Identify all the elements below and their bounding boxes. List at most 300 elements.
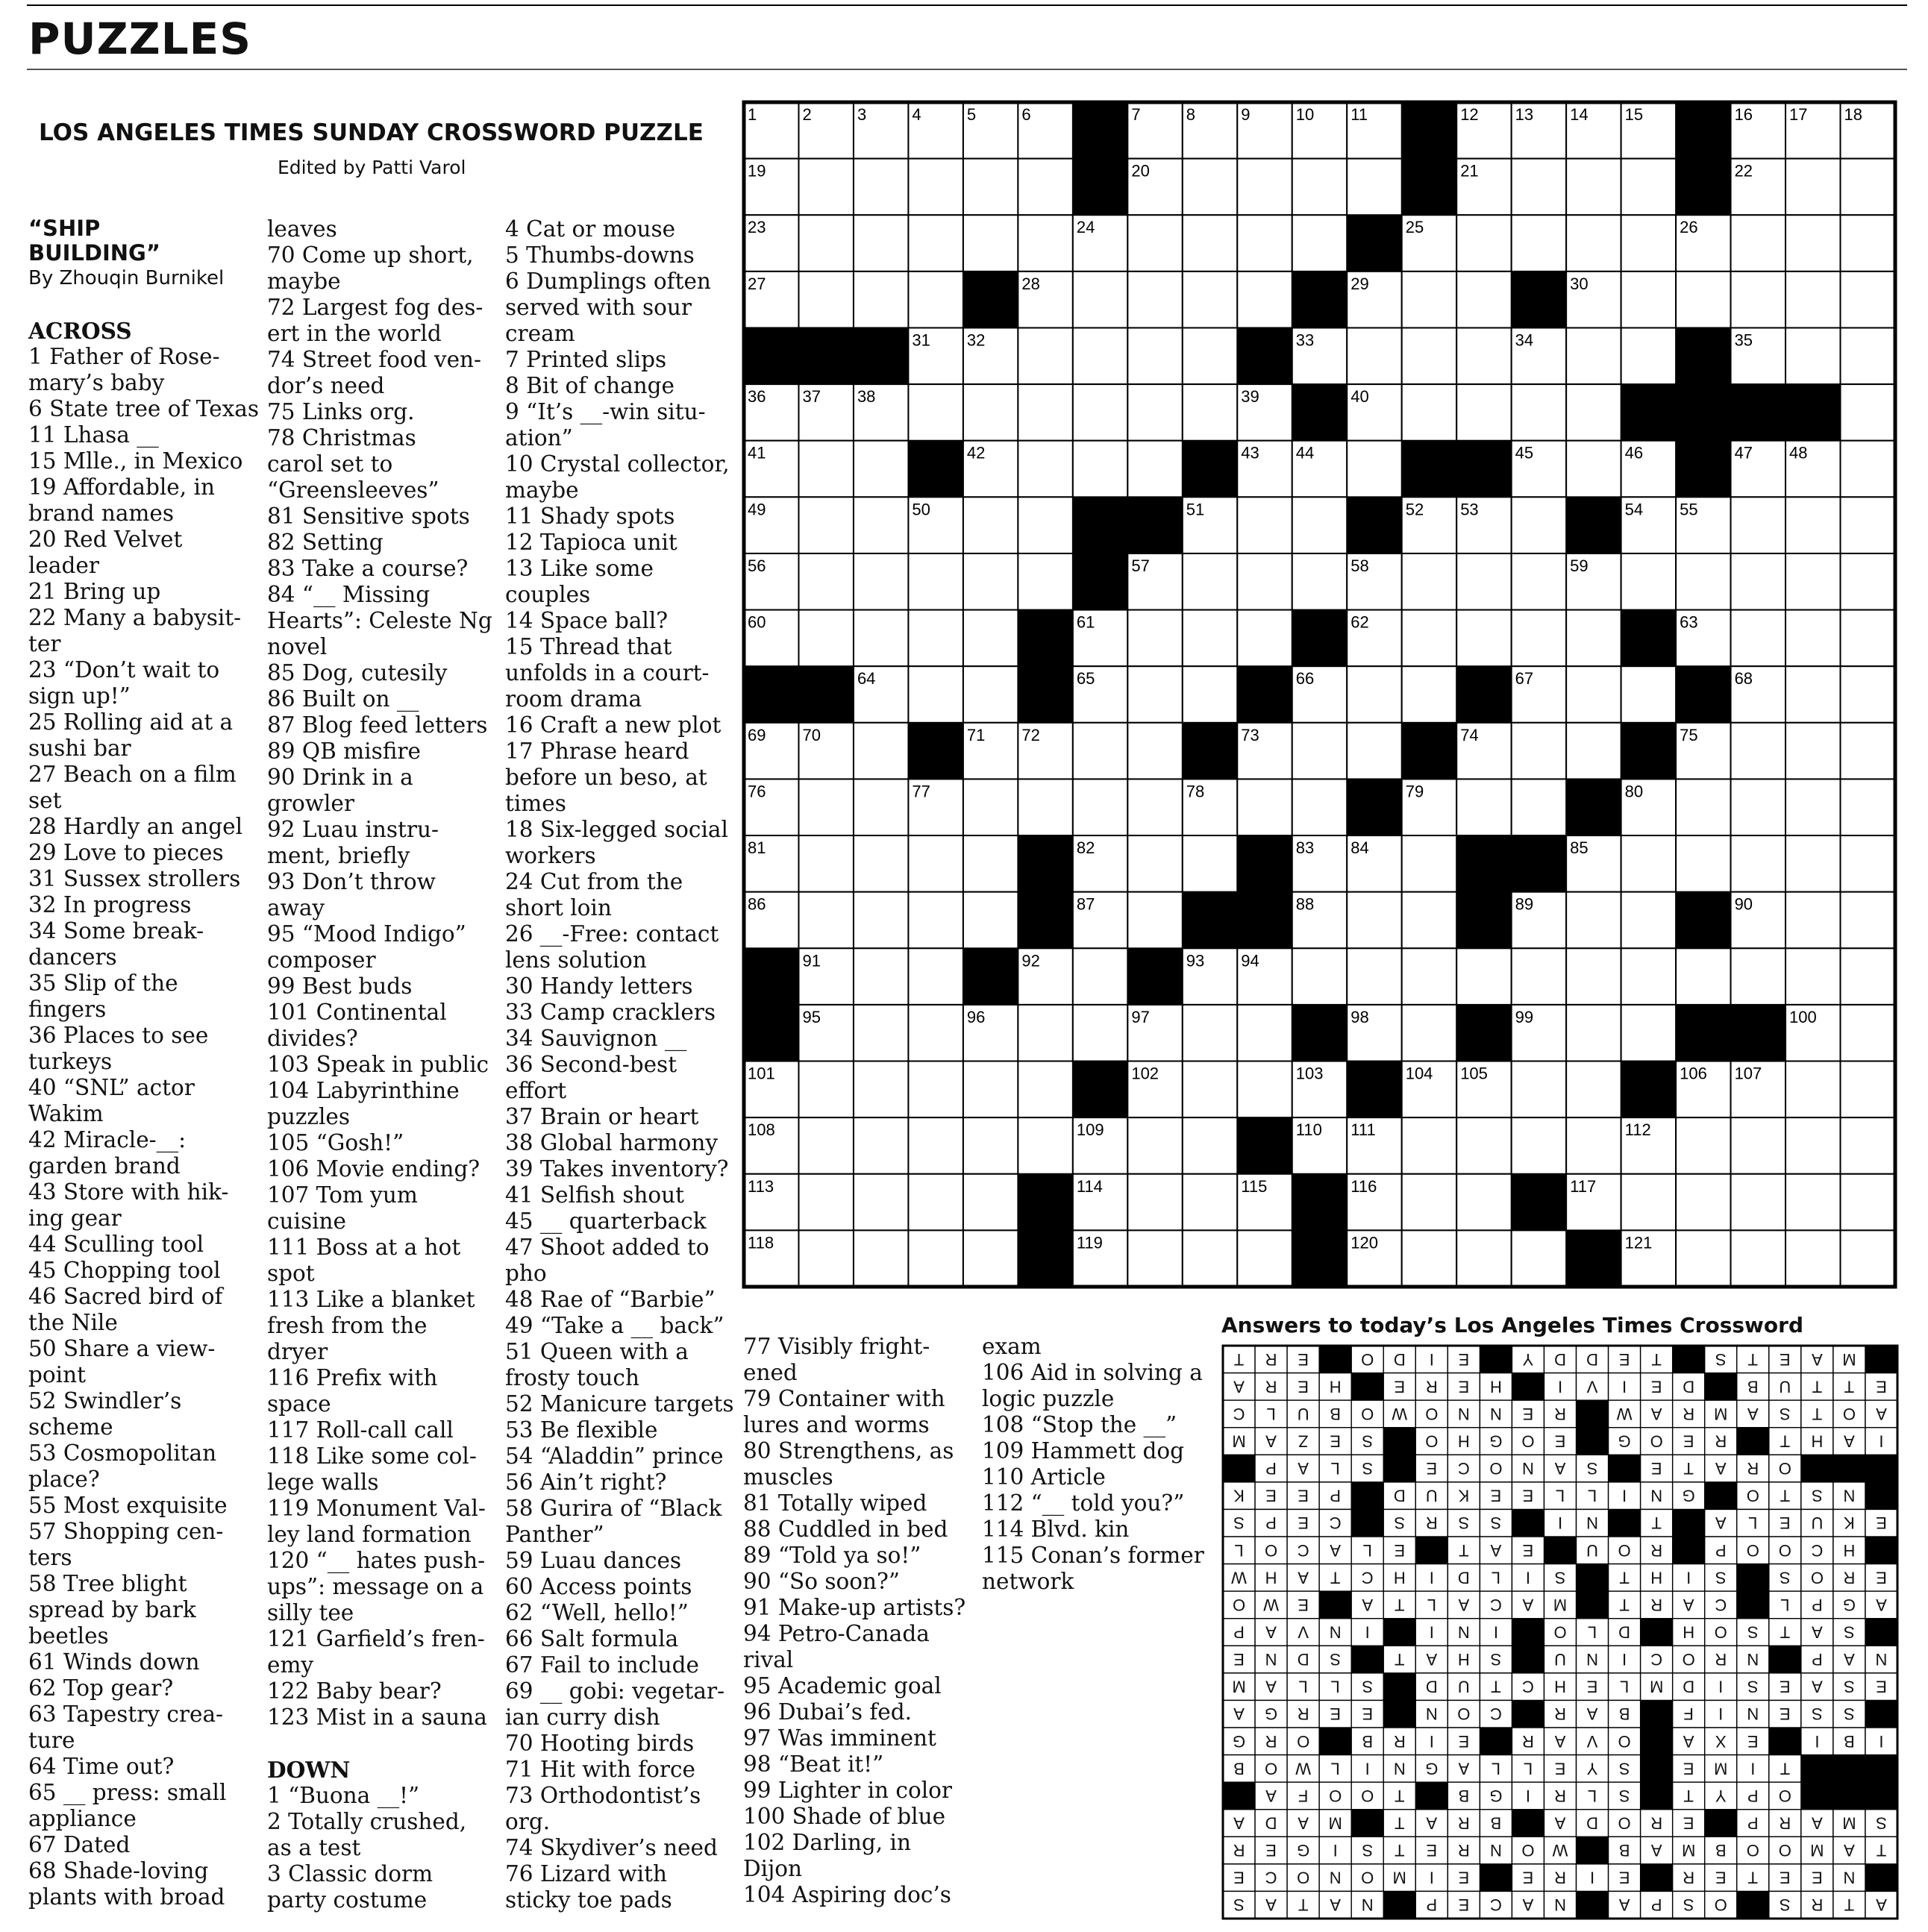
grid-cell[interactable]	[1785, 272, 1840, 328]
clue-column-2	[267, 216, 491, 1913]
grid-cell[interactable]	[1676, 553, 1730, 610]
clue-line: 3 Classic dorm	[267, 1861, 434, 1886]
grid-cell[interactable]	[1841, 1174, 1895, 1231]
answer-letter: R	[1457, 1813, 1470, 1833]
grid-cell[interactable]	[798, 610, 853, 667]
grid-cell[interactable]	[1292, 779, 1347, 835]
grid-cell[interactable]	[1731, 1174, 1785, 1231]
grid-cell[interactable]	[1456, 1117, 1511, 1174]
grid-cell[interactable]	[1237, 1230, 1292, 1287]
grid-cell[interactable]	[854, 1117, 908, 1174]
grid-cell[interactable]	[1566, 723, 1621, 780]
grid-cell[interactable]	[1402, 553, 1456, 610]
grid-cell[interactable]	[1402, 384, 1456, 441]
grid-cell[interactable]	[1566, 215, 1621, 272]
grid-cell[interactable]	[1731, 948, 1785, 1005]
grid-cell[interactable]	[908, 666, 963, 723]
grid-cell[interactable]	[1127, 272, 1182, 328]
grid-cell[interactable]	[1731, 723, 1785, 780]
grid-cell[interactable]	[963, 159, 1018, 216]
grid-cell[interactable]	[1402, 1230, 1456, 1287]
grid-cell[interactable]	[798, 553, 853, 610]
answer-letter: W	[1552, 1841, 1568, 1860]
clue-line: Panther”	[505, 1522, 604, 1547]
grid-cell[interactable]	[1785, 892, 1840, 949]
grid-cell[interactable]	[1785, 1061, 1840, 1118]
clue-line: sushi bar	[28, 736, 131, 761]
grid-cell[interactable]	[1456, 948, 1511, 1005]
grid-cell[interactable]	[1841, 779, 1895, 835]
grid-cell[interactable]	[908, 948, 963, 1005]
answer-letter: N	[1747, 1650, 1759, 1669]
grid-cell[interactable]	[963, 1117, 1018, 1174]
grid-cell[interactable]	[1731, 610, 1785, 667]
answer-letter: L	[1266, 1404, 1276, 1423]
grid-cell[interactable]	[1785, 553, 1840, 610]
grid-cell[interactable]	[1237, 159, 1292, 216]
answer-letter: N	[1457, 1404, 1470, 1423]
grid-cell[interactable]	[1841, 384, 1895, 441]
grid-cell[interactable]	[1237, 215, 1292, 272]
grid-cell[interactable]	[1018, 1117, 1072, 1174]
grid-cell[interactable]	[1183, 215, 1237, 272]
grid-cell[interactable]	[963, 215, 1018, 272]
grid-cell[interactable]	[1512, 610, 1566, 667]
grid-cell[interactable]	[1512, 159, 1566, 216]
grid-cell[interactable]	[1347, 441, 1401, 498]
grid-cell[interactable]	[1566, 666, 1621, 723]
grid-cell[interactable]	[1841, 1061, 1895, 1118]
grid-cell[interactable]	[798, 497, 853, 553]
grid-cell[interactable]	[1621, 327, 1676, 384]
grid-cell[interactable]	[1402, 610, 1456, 667]
grid-cell[interactable]	[1127, 723, 1182, 780]
grid-cell[interactable]	[1676, 1174, 1730, 1231]
grid-cell[interactable]	[1073, 779, 1127, 835]
grid-cell[interactable]	[1731, 553, 1785, 610]
grid-cell[interactable]	[1292, 159, 1347, 216]
grid-cell[interactable]	[1183, 384, 1237, 441]
grid-cell[interactable]	[854, 215, 908, 272]
grid-cell[interactable]	[1566, 384, 1621, 441]
grid-cell[interactable]	[1841, 723, 1895, 780]
grid-cell[interactable]	[798, 1174, 853, 1231]
grid-cell[interactable]	[908, 1174, 963, 1231]
grid-cell[interactable]	[1237, 553, 1292, 610]
answer-letter: T	[1233, 1349, 1245, 1369]
grid-cell[interactable]	[798, 1230, 853, 1287]
grid-cell[interactable]	[1237, 779, 1292, 835]
clue-line: 36 Places to see	[28, 1023, 209, 1048]
grid-cell[interactable]	[908, 1061, 963, 1118]
answer-letter: E	[1683, 1759, 1694, 1778]
grid-cell[interactable]	[1237, 610, 1292, 667]
grid-cell[interactable]	[1237, 272, 1292, 328]
grid-cell[interactable]	[1018, 497, 1072, 553]
grid-cell[interactable]	[1785, 1174, 1840, 1231]
grid-cell[interactable]	[1785, 723, 1840, 780]
clue-line: 36 Second-best	[505, 1052, 677, 1077]
grid-cell[interactable]	[1292, 553, 1347, 610]
grid-cell[interactable]	[963, 666, 1018, 723]
grid-cell[interactable]	[1402, 272, 1456, 328]
grid-cell[interactable]	[1183, 159, 1237, 216]
grid-cell[interactable]	[798, 441, 853, 498]
grid-cell[interactable]	[1183, 553, 1237, 610]
grid-cell[interactable]	[1621, 553, 1676, 610]
clue-line: 51 Queen with a	[505, 1339, 689, 1364]
grid-cell[interactable]	[854, 272, 908, 328]
grid-cell[interactable]	[1127, 327, 1182, 384]
grid-cell[interactable]	[908, 384, 963, 441]
grid-cell[interactable]	[1841, 835, 1895, 892]
clue-line: dor’s need	[267, 373, 385, 398]
grid-cell[interactable]	[1621, 948, 1676, 1005]
grid-cell[interactable]	[854, 1061, 908, 1118]
grid-cell[interactable]	[1127, 835, 1182, 892]
grid-cell[interactable]	[1347, 892, 1401, 949]
grid-cell[interactable]	[908, 835, 963, 892]
grid-cell[interactable]	[1785, 666, 1840, 723]
grid-cell[interactable]	[1785, 215, 1840, 272]
grid-cell[interactable]	[1402, 835, 1456, 892]
grid-cell[interactable]	[908, 610, 963, 667]
grid-cell[interactable]	[1456, 553, 1511, 610]
grid-cell[interactable]	[1512, 779, 1566, 835]
grid-cell[interactable]	[1183, 1230, 1237, 1287]
grid-cell[interactable]	[1785, 948, 1840, 1005]
grid-cell[interactable]	[1621, 272, 1676, 328]
grid-cell[interactable]	[1566, 1061, 1621, 1118]
answer-letter: A	[1618, 1895, 1630, 1915]
cell-number: 46	[1624, 443, 1644, 462]
grid-cell[interactable]	[1456, 779, 1511, 835]
grid-cell[interactable]	[1512, 215, 1566, 272]
grid-cell[interactable]	[854, 497, 908, 553]
grid-cell[interactable]	[1841, 610, 1895, 667]
grid-cell[interactable]	[1127, 779, 1182, 835]
grid-cell[interactable]	[963, 610, 1018, 667]
clue-line: 4 Cat or mouse	[505, 216, 676, 242]
grid-cell[interactable]	[1621, 892, 1676, 949]
grid-cell[interactable]	[1402, 666, 1456, 723]
grid-cell[interactable]	[1073, 948, 1127, 1005]
cell-number: 83	[1295, 838, 1315, 858]
grid-cell[interactable]	[963, 553, 1018, 610]
clue-line: 94 Petro-Canada	[743, 1621, 930, 1646]
grid-cell[interactable]	[798, 272, 853, 328]
clue-column-3	[505, 216, 734, 1913]
answer-letter: F	[1683, 1704, 1694, 1724]
grid-cell[interactable]	[1621, 1174, 1676, 1231]
grid-cell[interactable]	[908, 892, 963, 949]
grid-cell[interactable]	[1402, 948, 1456, 1005]
grid-cell[interactable]	[1018, 327, 1072, 384]
grid-cell[interactable]	[1676, 272, 1730, 328]
grid-cell[interactable]	[1456, 1230, 1511, 1287]
grid-cell[interactable]	[1841, 272, 1895, 328]
grid-cell[interactable]	[1841, 666, 1895, 723]
grid-cell[interactable]	[798, 892, 853, 949]
grid-cell[interactable]	[1566, 948, 1621, 1005]
cell-number: 65	[1076, 669, 1095, 689]
grid-cell[interactable]	[1127, 1174, 1182, 1231]
grid-cell[interactable]	[1676, 1117, 1730, 1174]
grid-cell[interactable]	[1018, 215, 1072, 272]
grid-cell[interactable]	[1785, 497, 1840, 553]
grid-cell[interactable]	[854, 1005, 908, 1061]
grid-cell[interactable]	[1676, 948, 1730, 1005]
grid-cell[interactable]	[1841, 553, 1895, 610]
grid-cell[interactable]	[1018, 553, 1072, 610]
grid-cell[interactable]	[963, 892, 1018, 949]
grid-cell[interactable]	[1347, 948, 1401, 1005]
grid-cell[interactable]	[1292, 215, 1347, 272]
cell-number: 74	[1460, 725, 1479, 744]
grid-cell[interactable]	[1347, 159, 1401, 216]
grid-cell[interactable]	[1456, 327, 1511, 384]
grid-cell[interactable]	[1731, 497, 1785, 553]
grid-cell[interactable]	[854, 835, 908, 892]
grid-cell[interactable]	[854, 159, 908, 216]
grid-cell[interactable]	[1785, 779, 1840, 835]
grid-cell[interactable]	[1785, 835, 1840, 892]
grid-cell[interactable]	[1292, 948, 1347, 1005]
grid-cell[interactable]	[1512, 384, 1566, 441]
grid-cell[interactable]	[798, 1061, 853, 1118]
answer-letter: I	[1429, 1622, 1434, 1642]
grid-cell[interactable]	[1456, 1174, 1511, 1231]
grid-cell[interactable]	[1402, 892, 1456, 949]
grid-cell[interactable]	[1621, 215, 1676, 272]
grid-cell[interactable]	[1237, 497, 1292, 553]
clue-line: 86 Built on __	[267, 686, 419, 712]
grid-cell[interactable]	[1785, 327, 1840, 384]
grid-cell[interactable]	[963, 779, 1018, 835]
grid-cell[interactable]	[963, 384, 1018, 441]
grid-cell[interactable]	[854, 610, 908, 667]
grid-cell[interactable]	[1512, 553, 1566, 610]
grid-cell[interactable]	[1347, 666, 1401, 723]
answer-letter: L	[1427, 1595, 1436, 1614]
grid-cell[interactable]	[798, 159, 853, 216]
grid-cell[interactable]	[1127, 1230, 1182, 1287]
grid-cell[interactable]	[1456, 272, 1511, 328]
grid-cell[interactable]	[1183, 1174, 1237, 1231]
grid-cell[interactable]	[1841, 1230, 1895, 1287]
grid-cell[interactable]	[908, 553, 963, 610]
grid-cell[interactable]	[1347, 723, 1401, 780]
answer-letter: E	[1265, 1841, 1277, 1860]
grid-cell[interactable]	[1841, 497, 1895, 553]
grid-cell[interactable]	[798, 1117, 853, 1174]
answer-black-square	[1865, 1455, 1898, 1482]
grid-cell[interactable]	[1841, 327, 1895, 384]
grid-cell[interactable]	[854, 441, 908, 498]
grid-cell[interactable]	[1676, 1230, 1730, 1287]
grid-cell[interactable]	[1731, 835, 1785, 892]
grid-cell[interactable]	[798, 215, 853, 272]
grid-cell[interactable]	[1785, 159, 1840, 216]
grid-cell[interactable]	[854, 1230, 908, 1287]
grid-cell[interactable]	[1292, 723, 1347, 780]
grid-cell[interactable]	[1073, 723, 1127, 780]
grid-cell[interactable]	[1127, 892, 1182, 949]
grid-cell[interactable]	[1127, 215, 1182, 272]
answer-letter: R	[1683, 1404, 1695, 1423]
grid-cell[interactable]	[1731, 1230, 1785, 1287]
grid-cell[interactable]	[1785, 1117, 1840, 1174]
clue-line: 70 Hooting birds	[505, 1731, 695, 1756]
grid-cell[interactable]	[1402, 1174, 1456, 1231]
grid-cell[interactable]	[1127, 384, 1182, 441]
grid-cell[interactable]	[1731, 215, 1785, 272]
grid-cell[interactable]	[854, 779, 908, 835]
grid-cell[interactable]	[1456, 384, 1511, 441]
grid-cell[interactable]	[1183, 272, 1237, 328]
grid-cell[interactable]	[1841, 215, 1895, 272]
grid-cell[interactable]	[1512, 723, 1566, 780]
grid-cell[interactable]	[798, 779, 853, 835]
grid-cell[interactable]	[854, 1174, 908, 1231]
grid-cell[interactable]	[1292, 497, 1347, 553]
grid-cell[interactable]	[1127, 610, 1182, 667]
grid-cell[interactable]	[963, 1230, 1018, 1287]
grid-cell[interactable]	[1731, 1117, 1785, 1174]
grid-cell[interactable]	[1566, 610, 1621, 667]
grid-cell[interactable]	[1566, 1005, 1621, 1061]
answer-letter: A	[1715, 1514, 1727, 1533]
grid-cell[interactable]	[1841, 892, 1895, 949]
grid-cell[interactable]	[1018, 159, 1072, 216]
grid-cell[interactable]	[908, 215, 963, 272]
grid-cell[interactable]	[1841, 1117, 1895, 1174]
grid-cell[interactable]	[963, 1174, 1018, 1231]
grid-cell[interactable]	[908, 1117, 963, 1174]
grid-cell[interactable]	[1073, 327, 1127, 384]
grid-cell[interactable]	[1512, 1117, 1566, 1174]
grid-cell[interactable]	[1512, 1230, 1566, 1287]
grid-cell[interactable]	[963, 1061, 1018, 1118]
grid-cell[interactable]	[798, 835, 853, 892]
grid-cell[interactable]	[1566, 159, 1621, 216]
grid-cell[interactable]	[1456, 610, 1511, 667]
grid-cell[interactable]	[1018, 1005, 1072, 1061]
grid-cell[interactable]	[908, 1230, 963, 1287]
clue-line: 16 Craft a new plot	[505, 712, 722, 738]
grid-cell[interactable]	[1183, 835, 1237, 892]
grid-cell[interactable]	[1073, 1005, 1127, 1061]
grid-cell[interactable]	[1237, 1005, 1292, 1061]
grid-cell[interactable]	[1073, 441, 1127, 498]
grid-cell[interactable]	[1402, 1005, 1456, 1061]
grid-cell[interactable]	[1841, 159, 1895, 216]
grid-cell[interactable]	[1183, 1117, 1237, 1174]
grid-cell[interactable]	[963, 835, 1018, 892]
grid-cell[interactable]	[1183, 666, 1237, 723]
grid-cell[interactable]	[1347, 327, 1401, 384]
clue-line: garden brand	[28, 1153, 181, 1179]
grid-cell[interactable]	[1512, 497, 1566, 553]
grid-cell[interactable]	[1841, 441, 1895, 498]
grid-cell[interactable]	[1018, 441, 1072, 498]
grid-cell[interactable]	[1841, 948, 1895, 1005]
grid-cell[interactable]	[1731, 779, 1785, 835]
grid-cell[interactable]	[1731, 272, 1785, 328]
grid-cell[interactable]	[854, 553, 908, 610]
grid-cell[interactable]	[854, 892, 908, 949]
grid-cell[interactable]	[1785, 610, 1840, 667]
grid-cell[interactable]	[1566, 327, 1621, 384]
grid-cell[interactable]	[1183, 1061, 1237, 1118]
answer-letter: O	[1521, 1841, 1535, 1860]
grid-cell[interactable]	[1621, 1005, 1676, 1061]
grid-cell[interactable]	[1676, 779, 1730, 835]
grid-cell[interactable]	[1018, 384, 1072, 441]
crossword-grid[interactable]	[742, 100, 1897, 1289]
grid-cell[interactable]	[1127, 441, 1182, 498]
grid-cell[interactable]	[1073, 384, 1127, 441]
answer-letter: L	[1619, 1677, 1630, 1696]
grid-cell[interactable]	[1127, 1117, 1182, 1174]
answer-letter: O	[1714, 1895, 1727, 1915]
grid-cell[interactable]	[1018, 779, 1072, 835]
cell-number: 41	[748, 443, 766, 462]
answer-letter: E	[1522, 1404, 1534, 1423]
grid-cell[interactable]	[1512, 1061, 1566, 1118]
answer-letter: S	[1876, 1813, 1887, 1833]
clue-line: 53 Cosmopolitan	[28, 1440, 217, 1466]
grid-cell[interactable]	[1566, 892, 1621, 949]
grid-cell[interactable]	[1402, 1117, 1456, 1174]
answer-letter: P	[1265, 1459, 1277, 1478]
grid-cell[interactable]	[854, 723, 908, 780]
grid-cell[interactable]	[1402, 327, 1456, 384]
grid-cell[interactable]	[854, 948, 908, 1005]
answer-letter: O	[1810, 1568, 1824, 1587]
grid-cell[interactable]	[1841, 1005, 1895, 1061]
grid-cell[interactable]	[1621, 159, 1676, 216]
answer-letter: H	[1554, 1677, 1566, 1696]
grid-cell[interactable]	[1621, 835, 1676, 892]
grid-cell[interactable]	[908, 272, 963, 328]
grid-cell[interactable]	[1566, 441, 1621, 498]
grid-cell[interactable]	[1237, 1061, 1292, 1118]
grid-cell[interactable]	[1785, 1230, 1840, 1287]
black-square	[1456, 835, 1512, 892]
grid-cell[interactable]	[1018, 1061, 1072, 1118]
grid-cell[interactable]	[1127, 666, 1182, 723]
answer-letter: R	[1522, 1731, 1534, 1751]
answer-letter: T	[1395, 1786, 1405, 1805]
grid-cell[interactable]	[1512, 948, 1566, 1005]
answer-letter: S	[1458, 1514, 1470, 1533]
grid-cell[interactable]	[1183, 327, 1237, 384]
grid-cell[interactable]	[1183, 1005, 1237, 1061]
grid-cell[interactable]	[1621, 666, 1676, 723]
grid-cell[interactable]	[908, 1005, 963, 1061]
grid-cell[interactable]	[908, 159, 963, 216]
grid-cell[interactable]	[1073, 272, 1127, 328]
grid-cell[interactable]	[1676, 835, 1730, 892]
crossword-grid-svg[interactable]	[742, 100, 1897, 1289]
grid-cell[interactable]	[1183, 610, 1237, 667]
grid-cell[interactable]	[1566, 1117, 1621, 1174]
black-square	[1402, 723, 1457, 780]
grid-cell[interactable]	[1456, 215, 1511, 272]
black-square	[854, 327, 909, 384]
grid-cell[interactable]	[963, 497, 1018, 553]
